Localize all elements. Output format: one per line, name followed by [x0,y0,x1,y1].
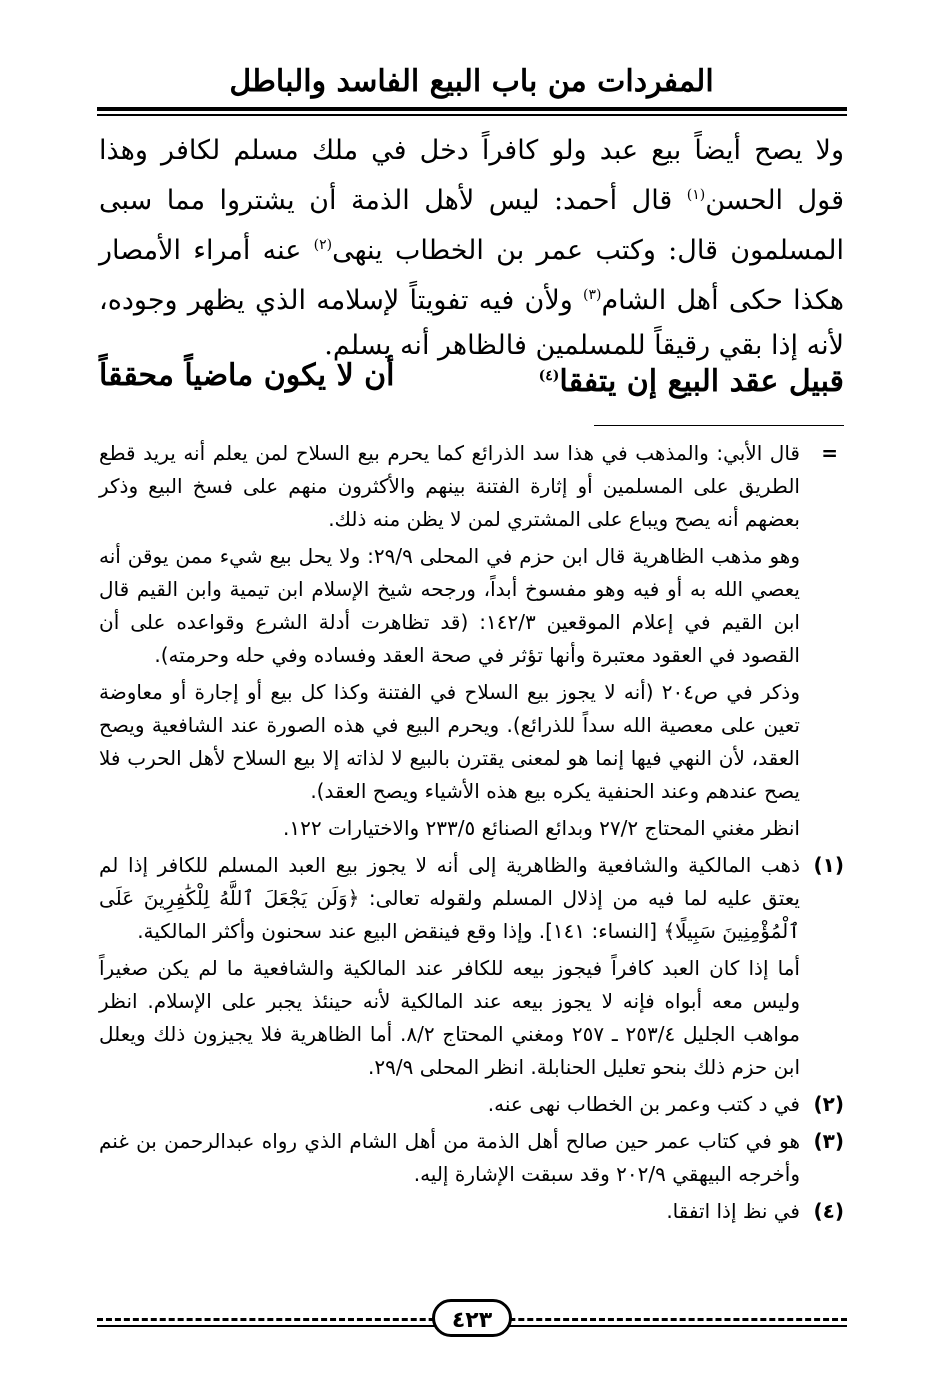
footnote-ref: (٤) [538,368,560,384]
footnote-paragraph: في نظ إذا اتفقا. [666,1199,800,1223]
footnote-paragraph: وذكر في ص٢٠٤ (أنه لا يجوز بيع السلاح في الفتنة وكذا كل بيع أو إجارة أو معاوضة تعين على معصية الله سداً للذرائع). ويحرم البيع في هذه الصورة عند الشافعية ويصح العقد، لأن النهي فيها إنما هو لمعنى يقترن بالبيع لا لذاته إلا بيع السلاح لأهل الحرب فلا يصح عندهم وعند الحنفية يكره بيع هذه الأشياء ويصح العقد). [99,680,800,803]
running-header-title: المفردات من باب البيع الفاسد والباطل [229,64,714,99]
footnote-paragraph: قال الأبي: والمذهب في هذا سد الذرائع كما يحرم بيع السلاح لمن يعلم أنه يريد قطع الطريق على المسلمين أو إثارة الفتنة بينهم والأكثرون منهم على فسخ البيع وذكر بعضهم أنه يصح ويباع على المشتري لمن لا يظن منه ذلك. [99,441,800,531]
main-text-part: ولا يصح أيضاً بيع عبد ولو كافراً دخل في ملك مسلم لكافر وهذا قول الحسن [99,135,844,216]
footnote-paragraph: أما إذا كان العبد كافراً فيجوز بيعه للكافر عند المالكية والشافعية ما لم يكن صغيراً وليس معه أبواه فإنه لا يجوز بيعه عند المالكية لأنه حينئذ يجبر على الإسلام. انظر مواهب الجليل ٢٥٣/٤ ـ ٢٥٧ ومغني المحتاج ٨/٢. أما الظاهرية فلا يجيزون ذلك ويعلل ابن حزم ذلك بنحو تعليل الحنابلة. انظر المحلى ٢٩/٩. [99,956,800,1079]
verse-hemistich-right-text: قبيل عقد البيع إن يتفقا [559,364,844,399]
verse-hemistich-left: أن لا يكون ماضياً محققاً [99,358,395,393]
footnote-ref: (٢) [313,237,333,253]
main-text-part: عنه أمراء الأمصار هكذا حكى أهل الشام [99,235,844,316]
footnote-1 [99,849,844,1084]
footnotes-section [99,437,844,1232]
main-text-part: قال أحمد: ليس لأهل الذمة أن يشتروا مما سبى المسلمون قال: وكتب عمر بن الخطاب ينهى [99,185,844,266]
verse-hemistich-right [539,352,844,406]
page-number: ٤٢٣ [432,1299,512,1337]
footnote-4 [99,1195,844,1228]
main-paragraph [99,128,844,368]
footnote-paragraph: وهو مذهب الظاهرية قال ابن حزم في المحلى ٢٩/٩: ولا يحل بيع شيء ممن يوقن أنه يعصي الله به أو فيه وهو مفسوخ أبداً، ورجحه شيخ الإسلام ابن تيمية وابن القيم قال ابن القيم في إعلام الموقعين ١٤٢/٣: (قد تظاهرت أدلة الشرع وقواعده على أن القصود في العقود معتبرة وأنها تؤثر في صحة العقد وفساده وفي حله وحرمته). [99,544,800,667]
footnote-paragraph: ذهب المالكية والشافعية والظاهرية إلى أنه لا يجوز بيع العبد المسلم للكافر إذا لم يعتق عليه لما فيه من إذلال المسلم ولقوله تعالى: ﴿وَلَن يَجْعَلَ ٱللَّهُ لِلْكَٰفِرِينَ عَلَى ٱلْمُؤْمِنِينَ سَبِيلًا﴾ [النساء: ١٤١]. وإذا وقع فينقض البيع عند سحنون وأكثر المالكية. [99,853,800,943]
footnote-number: (٣) [813,1129,844,1153]
footnote-continued [99,437,844,845]
footnote-ref: (٣) [583,287,602,303]
header-rule-thin [97,114,847,116]
continuation-mark: = [821,441,838,465]
footnote-2 [99,1088,844,1121]
header-rule-thick [97,107,847,111]
footnote-paragraph: في د كتب وعمر بن الخطاب نهى عنه. [487,1092,800,1116]
footnote-separator [594,425,844,426]
footnote-paragraph: هو في كتاب عمر حين صالح أهل الذمة من أهل الشام الذي رواه عبدالرحمن بن غنم وأخرجه البيهقي ٢٠٢/٩ وقد سبقت الإشارة إليه. [99,1129,800,1186]
footnote-number: (٤) [813,1199,844,1223]
footnote-ref: (١) [686,187,706,203]
footnote-number: (٢) [813,1092,844,1116]
footnote-3 [99,1125,844,1191]
verse-heading [99,352,844,400]
footnote-number: (١) [813,853,844,877]
main-text-part: ولأن فيه تفويتاً لإسلامه الذي يظهر وجوده، لأنه إذا بقي رقيقاً للمسلمين فالظاهر أنه يسلم. [99,285,844,361]
footnote-paragraph: انظر مغني المحتاج ٢٧/٢ وبدائع الصنائع ٢٣٣/٥ والاختيارات ١٢٢. [283,816,800,840]
